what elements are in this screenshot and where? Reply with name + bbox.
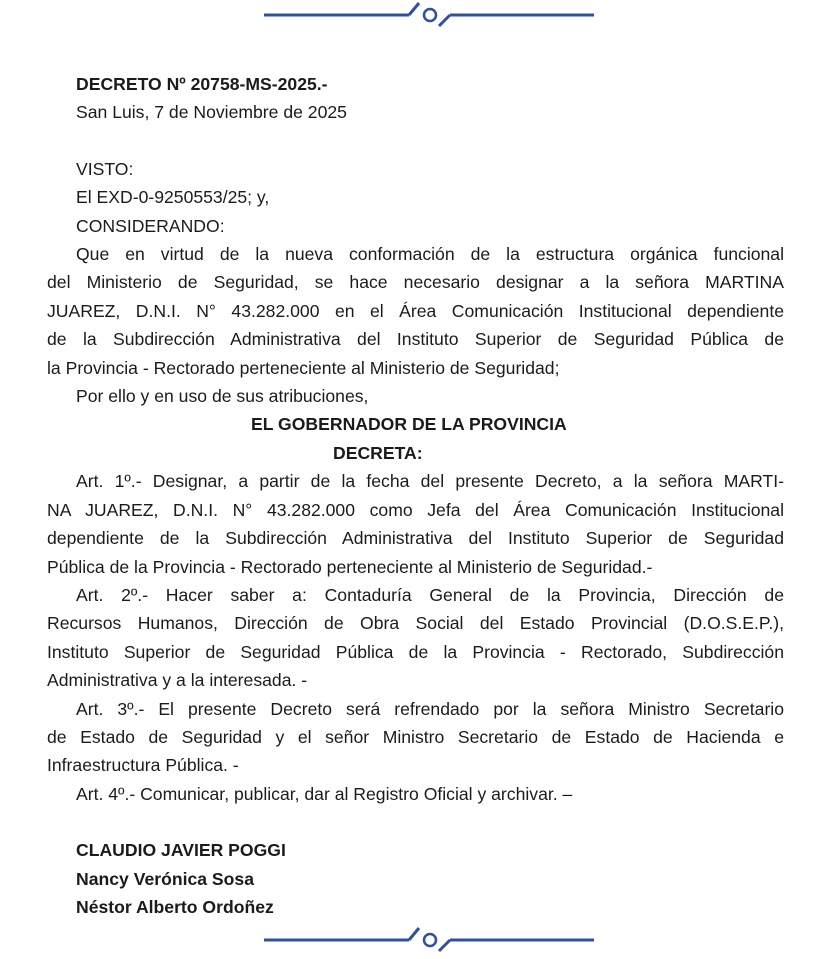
article-line: Art. 3º.- El presente Decreto será refrendado por la señora Ministro Secretario [76, 698, 784, 719]
decreta-heading: DECRETA: [333, 442, 423, 463]
decree-number: DECRETO Nº 20758-MS-2025.- [76, 74, 328, 94]
signatory-minister-security: Nancy Verónica Sosa [76, 868, 254, 889]
article-line: dependiente de la Subdirección Administrativa del Instituto Superior de Seguridad [47, 528, 784, 549]
considerando-line: Que en virtud de la nueva conformación de la estructura orgánica funcional [76, 244, 784, 265]
article-line: Pública de la Provincia - Rectorado perteneciente al Ministerio de Seguridad.- [47, 556, 653, 577]
considerando-line: la Provincia - Rectorado perteneciente al Ministerio de Seguridad; [47, 357, 560, 378]
article-line: Administrativa y a la interesada. - [47, 670, 308, 691]
article-3 [47, 695, 784, 780]
considerando-line: del Ministerio de Seguridad, se hace necesario designar a la señora MARTINA [47, 272, 784, 293]
decree-document [47, 70, 784, 921]
article-line: NA JUAREZ, D.N.I. N° 43.282.000 como Jefa del Área Comunicación Institucional [47, 499, 784, 520]
signatory-governor: CLAUDIO JAVIER POGGI [76, 840, 286, 861]
header-ornament-icon [264, 0, 594, 30]
article-2 [47, 581, 784, 695]
article-line: de Estado de Seguridad y el señor Ministro Secretario de Estado de Hacienda e [47, 726, 784, 747]
por-ello-text: Por ello y en uso de sus atribuciones, [76, 386, 369, 407]
considerando-paragraph [47, 240, 784, 382]
place-date: San Luis, 7 de Noviembre de 2025 [76, 102, 347, 123]
considerando-label: CONSIDERANDO: [76, 215, 225, 236]
footer-ornament-icon [264, 925, 594, 955]
article-line: Infraestructura Pública. - [47, 755, 239, 776]
governor-heading: EL GOBERNADOR DE LA PROVINCIA [251, 414, 567, 435]
visto-text: El EXD-0-9250553/25; y, [76, 187, 270, 208]
article-line: Art. 1º.- Designar, a partir de la fecha del presente Decreto, a la señora MARTI- [76, 471, 784, 492]
article-4: Art. 4º.- Comunicar, publicar, dar al Registro Oficial y archivar. – [76, 783, 573, 804]
considerando-line: JUAREZ, D.N.I. N° 43.282.000 en el Área Comunicación Institucional dependiente [47, 300, 784, 321]
article-1 [47, 467, 784, 581]
article-line: Art. 2º.- Hacer saber a: Contaduría General de la Provincia, Dirección de [76, 584, 784, 605]
article-line: Recursos Humanos, Dirección de Obra Social del Estado Provincial (D.O.S.E.P.), [47, 613, 784, 634]
signatory-minister-finance: Néstor Alberto Ordoñez [76, 896, 274, 917]
considerando-line: de la Subdirección Administrativa del Instituto Superior de Seguridad Pública de [47, 329, 784, 350]
article-line: Instituto Superior de Seguridad Pública de la Provincia - Rectorado, Subdirección [47, 641, 784, 662]
visto-label: VISTO: [76, 158, 134, 179]
